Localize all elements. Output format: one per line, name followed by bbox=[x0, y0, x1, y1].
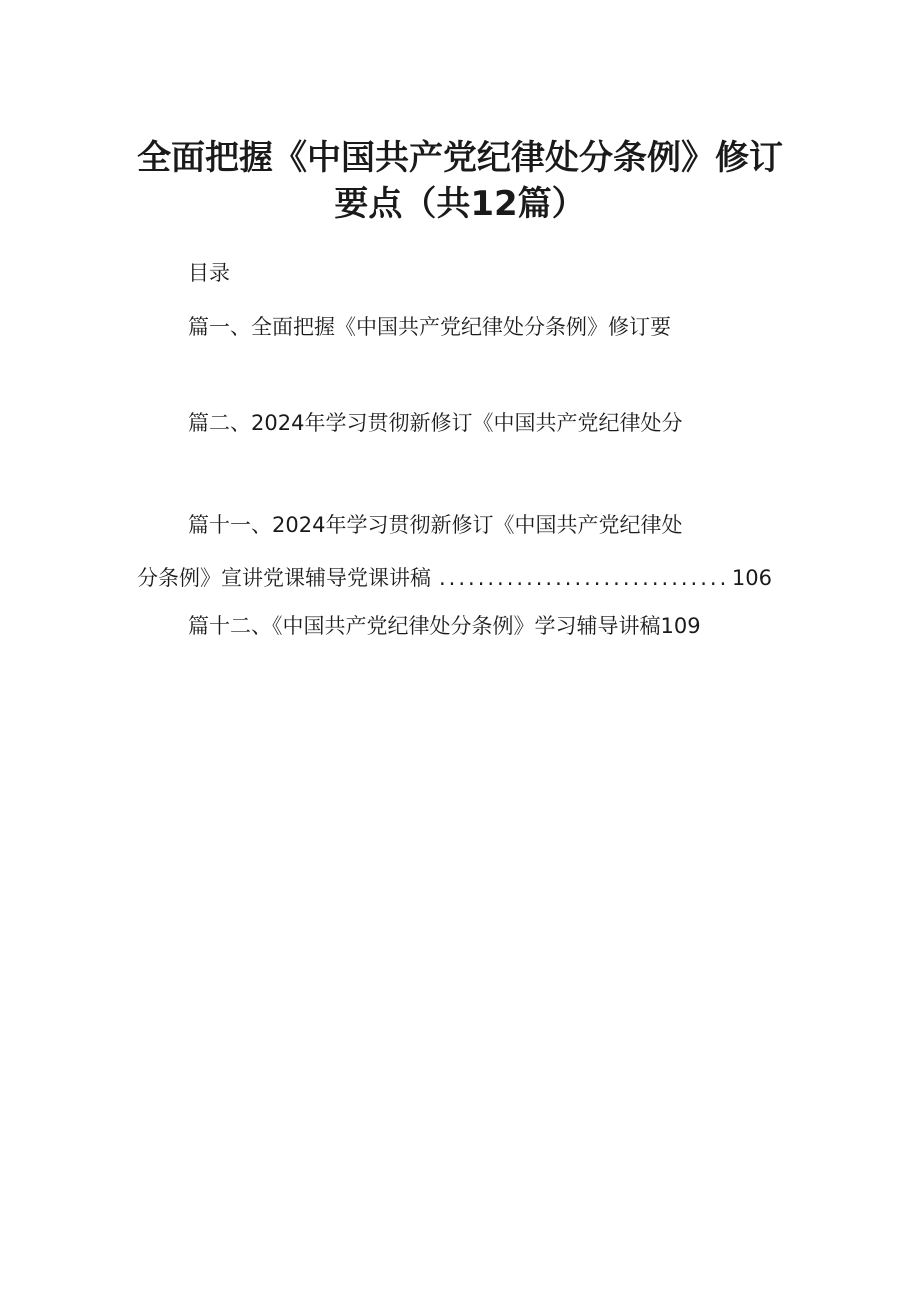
toc-entry-1[interactable]: 篇一、全面把握《中国共产党纪律处分条例》修订要 bbox=[188, 315, 671, 339]
document-title-line-2: 要点（共12篇） bbox=[334, 184, 586, 224]
toc-entry-11-line-1[interactable]: 篇十一、2024年学习贯彻新修订《中国共产党纪律处 bbox=[188, 513, 683, 537]
toc-entry-11-line-2[interactable] bbox=[137, 563, 772, 593]
toc-entry-12[interactable]: 篇十二、《中国共产党纪律处分条例》学习辅导讲稿109 bbox=[188, 614, 701, 638]
toc-entry-11-text: 分条例》宣讲党课辅导党课讲稿 bbox=[137, 566, 431, 590]
document-title-line-1: 全面把握《中国共产党纪律处分条例》修订 bbox=[137, 138, 783, 178]
toc-entry-11-page: 106 bbox=[731, 566, 772, 590]
toc-leader-dots bbox=[439, 563, 728, 593]
toc-entry-2[interactable]: 篇二、2024年学习贯彻新修订《中国共产党纪律处分 bbox=[188, 411, 683, 435]
toc-heading: 目录 bbox=[188, 261, 230, 285]
